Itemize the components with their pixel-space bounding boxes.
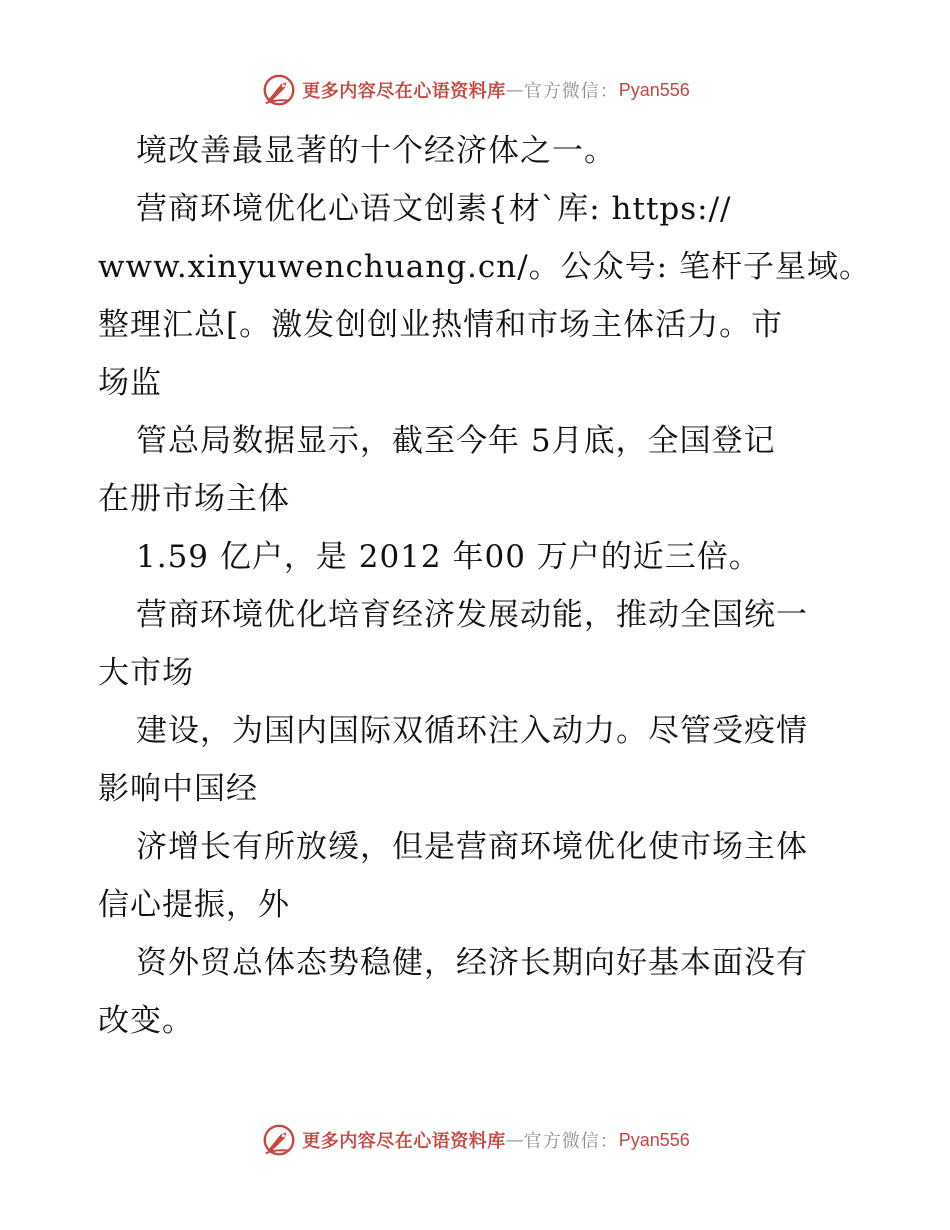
text-line: 济增长有所放缓，但是营商环境优化使市场主体 xyxy=(136,829,808,865)
banner-official-label: 官方微信： xyxy=(523,81,619,102)
banner-wechat-id: Pyan556 xyxy=(618,1129,690,1150)
pen-nib-logo-icon xyxy=(260,71,298,109)
banner-main-text: 更多内容尽在心语资料库 xyxy=(302,1131,506,1152)
footer-banner xyxy=(0,1120,950,1160)
text-line: 境改善最显著的十个经济体之一。 xyxy=(136,133,616,169)
pen-nib-logo-icon xyxy=(260,1121,298,1159)
banner-main-text: 更多内容尽在心语资料库 xyxy=(302,81,506,102)
text-line: 建设，为国内国际双循环注入动力。尽管受疫情 xyxy=(136,713,808,749)
banner-wechat-id: Pyan556 xyxy=(618,79,690,100)
body-text xyxy=(98,122,871,1050)
text-line: 影响中国经 xyxy=(98,771,258,807)
banner-dash: — xyxy=(505,1129,524,1151)
text-line: 营商环境优化培育经济发展动能，推动全国统一 xyxy=(136,597,808,633)
text-line: www.xinyuwenchuang.cn/。公众号: 笔杆子星域。 xyxy=(98,249,871,285)
text-line: 整理汇总[。激发创创业热情和市场主体活力。市 xyxy=(98,307,784,343)
banner-dash: — xyxy=(505,79,524,101)
text-line: 1.59 亿户，是 2012 年00 万户的近三倍。 xyxy=(136,539,761,575)
text-line: 信心提振，外 xyxy=(98,887,290,923)
text-line: 营商环境优化心语文创素{材`库: https:// xyxy=(136,191,732,227)
banner-official-label: 官方微信： xyxy=(523,1131,619,1152)
text-line: 场监 xyxy=(98,365,162,401)
text-line: 改变。 xyxy=(98,1003,194,1039)
header-banner xyxy=(0,70,950,110)
text-line: 在册市场主体 xyxy=(98,481,290,517)
text-line: 管总局数据显示，截至今年 5月底，全国登记 xyxy=(136,423,776,459)
text-line: 大市场 xyxy=(98,655,194,691)
text-line: 资外贸总体态势稳健，经济长期向好基本面没有 xyxy=(136,945,808,981)
